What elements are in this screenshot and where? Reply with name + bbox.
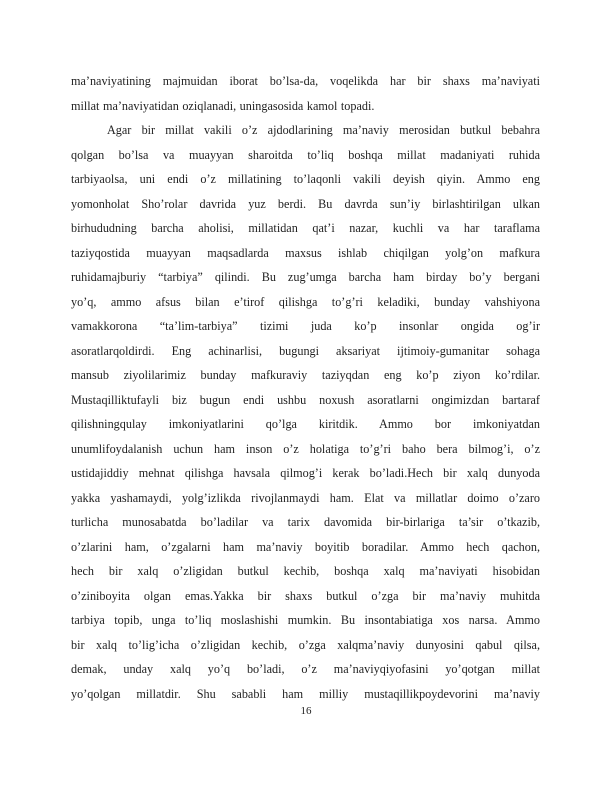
- text-line: mansub ziyolilarimiz bunday mafkuraviy taziyqdan eng ko’p ziyon ko’rdilar.: [71, 368, 540, 382]
- text-line: ustidajiddiy mehnat qilishga havsala qilmog’i kerak bo’ladi.Hech bir xalq dunyoda: [71, 466, 540, 480]
- text-line: tarbiyaolsa, uni endi o’z millatining to’laqonli vakili deyish qiyin. Ammo eng: [71, 172, 540, 186]
- page-number: 16: [300, 705, 312, 717]
- text-line: tarbiya topib, unga to’liq moslashishi mumkin. Bu insontabiatiga xos narsa. Ammo: [71, 613, 540, 627]
- text-line: o’ziniboyita olgan emas.Yakka bir shaxs butkul o’zga bir ma’naviy muhitda: [71, 588, 540, 603]
- text-line: qilishningqulay imkoniyatlarini qo’lga kiritdik. Ammo bor imkoniyatdan: [71, 417, 540, 431]
- text-line: unumlifoydalanish uchun ham inson o’z holatiga to’g’ri baho bera bilmog’i, o’z: [71, 441, 540, 456]
- text-line: turlicha munosabatda bo’ladilar va tarix davomida bir-birlariga ta’sir o’tkazib,: [71, 515, 540, 529]
- text-line: hech bir xalq o’zligidan butkul kechib, boshqa xalq ma’naviyati hisobidan: [71, 564, 540, 578]
- text-line: yo’qolgan millatdir. Shu sababli ham milliy mustaqillikpoydevorini ma’naviy: [71, 686, 540, 701]
- text-line: qolgan bo’lsa va muayyan sharoitda to’liq boshqa millat madaniyati ruhida: [71, 147, 540, 162]
- text-line: asoratlarqoldirdi. Eng achinarlisi, bugungi aksariyat ijtimoiy-gumanitar sohaga: [71, 343, 540, 358]
- text-block: [71, 69, 540, 706]
- text-line: millat ma’naviyatidan oziqlanadi, uningasosida kamol topadi.: [71, 98, 375, 113]
- text-line: yakka yashamaydi, yolg’izlikda rivojlanmaydi ham. Elat va millatlar doimo o’zaro: [71, 490, 540, 505]
- text-line: Mustaqilliktufayli biz bugun endi ushbu noxush asoratlarni ongimizdan bartaraf: [71, 392, 540, 407]
- text-line: yomonholat Sho’rolar davrida yuz berdi. Bu davrda sun’iy birlashtirilgan ulkan: [71, 196, 540, 211]
- text-line: ruhidamajburiy “tarbiya” qilindi. Bu zug’umga barcha ham birday bo’y bergani: [71, 270, 540, 284]
- text-line: taziyqostida muayyan maqsadlarda maxsus ishlab chiqilgan yolg’on mafkura: [71, 245, 540, 260]
- text-line: yo’q, ammo afsus bilan e’tirof qilishga to’g’ri keladiki, bunday vahshiyona: [71, 294, 540, 309]
- text-line: bir xalq to’lig’icha o’zligidan kechib, o’zga xalqma’naviy dunyosini qabul qilsa,: [71, 637, 540, 652]
- text-line: ma’naviyatining majmuidan iborat bo’lsa-da, voqelikda har bir shaxs ma’naviyati: [71, 74, 540, 88]
- text-line: birhududning barcha aholisi, millatidan qat’i nazar, kuchli va har taraflama: [71, 221, 540, 235]
- text-line: vamakkorona “ta’lim-tarbiya” tizimi juda ko’p insonlar ongida og’ir: [71, 319, 540, 333]
- text-line: o’zlarini ham, o’zgalarni ham ma’naviy boyitib boradilar. Ammo hech qachon,: [71, 539, 540, 554]
- text-line: demak, unday xalq yo’q bo’ladi, o’z ma’naviyqiyofasini yo’qotgan millat: [71, 662, 540, 676]
- page-footer: [0, 704, 612, 718]
- text-line: Agar bir millat vakili o’z ajdodlarining ma’naviy merosidan butkul bebahra: [107, 123, 540, 137]
